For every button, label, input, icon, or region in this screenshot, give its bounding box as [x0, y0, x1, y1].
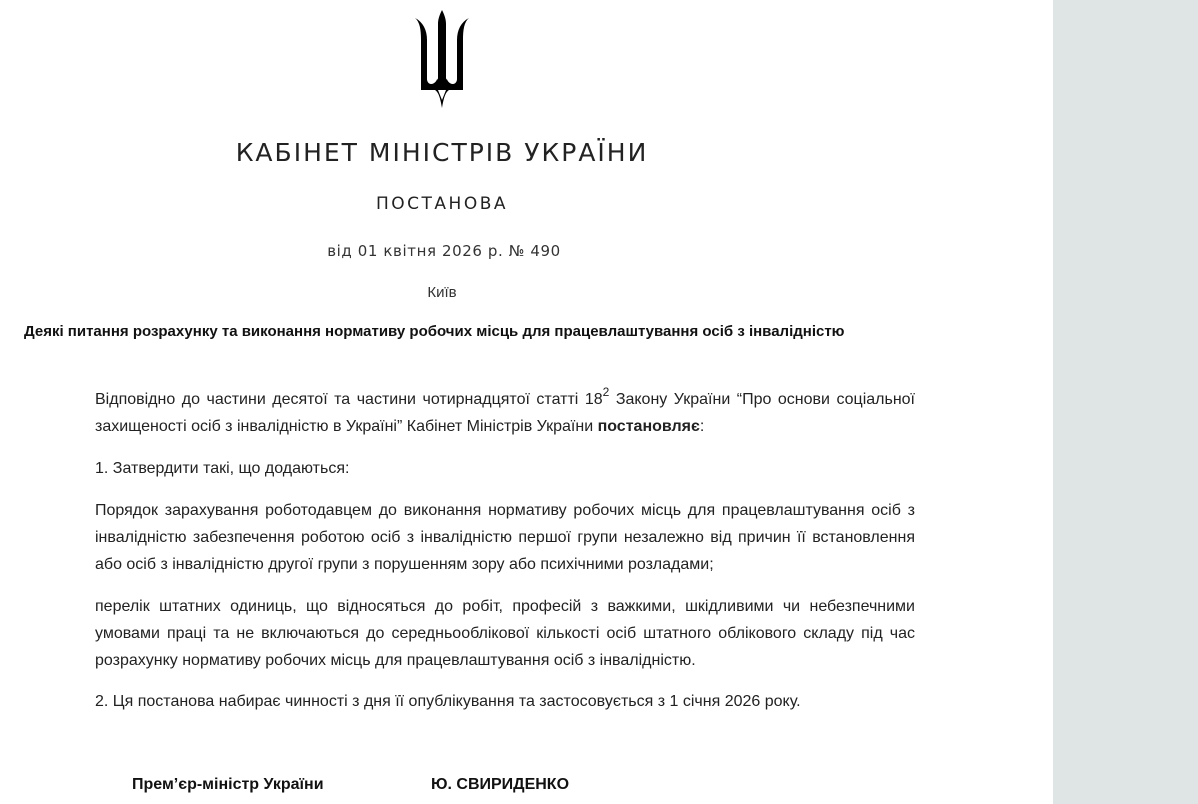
clause-1: 1. Затвердити такі, що додаються:	[95, 460, 350, 477]
preamble-text: Відповідно до частини десятої та частини чотирнадцятої статті 18	[95, 391, 603, 408]
preamble-colon: :	[699, 418, 705, 435]
institution-heading: КАБІНЕТ МІНІСТРІВ УКРАЇНИ	[235, 138, 649, 167]
procedure-paragraph: Порядок зарахування роботодавцем до виконання нормативу робочих місць для працевлаштування осіб з інвалідністю забезпечення роботою осіб з інвалідністю першої групи незалежно від причин її встановлення або осіб з інвалідністю другої групи з порушенням зору або психічними розладами;	[95, 502, 915, 573]
document-type-heading: ПОСТАНОВА	[375, 194, 508, 214]
document-date-number: від 01 квітня 2026 р. № 490	[327, 242, 561, 260]
trident-coat-of-arms-icon	[411, 10, 473, 108]
staff-list-paragraph: перелік штатних одиниць, що відносяться до робіт, професій з важкими, шкідливими чи небезпечними умовами праці та не включаються до середньооблікової кількості осіб штатного облікового складу під час розрахунку нормативу робочих місць для працевлаштування осіб з інвалідністю.	[95, 598, 915, 669]
article-superscript: 2	[602, 384, 610, 399]
document-city: Київ	[427, 284, 457, 301]
signatory-name: Ю. СВИРИДЕНКО	[431, 776, 570, 793]
preamble-text-continued: Закону України “Про основи соціальної захищеності осіб з інвалідністю в Україні” Кабінет Міністрів України	[95, 391, 916, 435]
clause-2: 2. Ця постанова набирає чинності з дня її опублікування та застосовується з 1 січня 2026 року.	[95, 693, 801, 710]
resolves-word: постановляє	[597, 418, 700, 435]
preamble-paragraph	[95, 386, 915, 440]
document-title: Деякі питання розрахунку та виконання нормативу робочих місць для працевлаштування осіб з інвалідністю	[24, 323, 845, 340]
signatory-role: Прем’єр-міністр України	[132, 776, 324, 793]
side-panel	[1053, 0, 1198, 804]
